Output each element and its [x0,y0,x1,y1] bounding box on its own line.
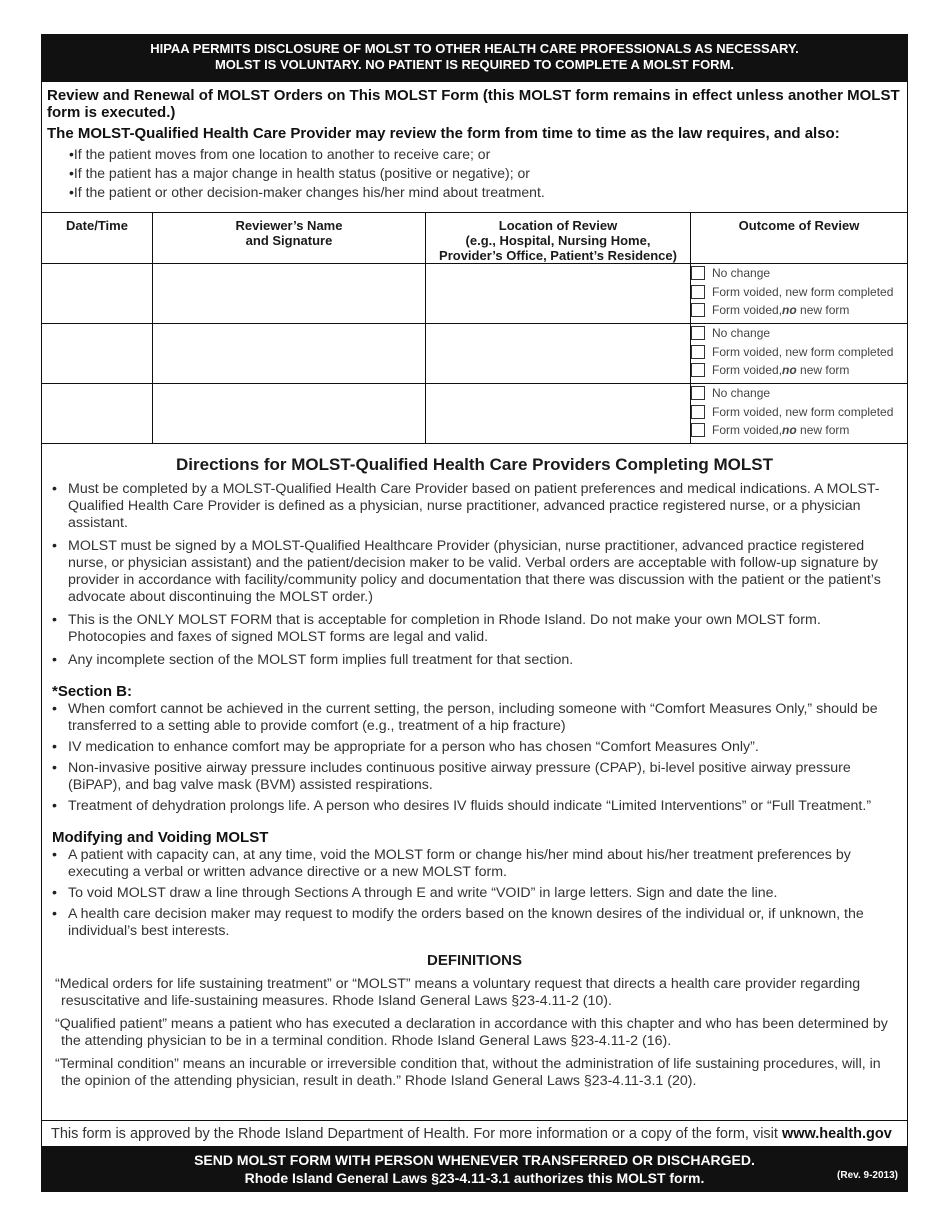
definition-qualified-patient: “Qualified patient” means a patient who has executed a declaration in accordance with this chapter and who has been determined by the attending physician to be in a terminal condition. Rhode Island General Laws §23-4.11-2 (16). [55,1016,888,1049]
checkbox[interactable] [691,363,705,377]
outcome-option-voided-no-new[interactable]: Form voided, no new form [691,421,907,440]
checkbox[interactable] [691,303,705,317]
list-item: • If the patient has a major change in health status (positive or negative); or [69,164,902,183]
list-item: • If the patient or other decision-maker changes his/her mind about treatment. [69,183,902,202]
table-row [42,384,908,444]
review-conditions-list [47,145,902,202]
list-item: • When comfort cannot be achieved in the current setting, the person, including someone with “Comfort Measures Only,” should be transferred to a setting able to provide comfort (e.g., treatment of a hip fracture) [42,701,907,735]
header-reviewer: Reviewer’s Name and Signature [153,213,426,264]
location-cell[interactable] [426,324,691,384]
approval-notice [42,1120,907,1147]
reviewer-signature-cell[interactable] [153,384,426,444]
list-item: • MOLST must be signed by a MOLST-Qualified Healthcare Provider (physician, nurse practitioner, advanced practice registered nurse, or physician assistant) and the patient/decision maker to be valid. Verbal orders are acceptable with follow-up signature by provider in accordance with facility/community policy and documentation that there was discussion with the patient or the patient’s advocate about discontinuing the MOLST order.) [42,538,907,606]
outcome-option-voided-no-new[interactable]: Form voided, no new form [691,301,907,320]
list-item: • A health care decision maker may request to modify the orders based on the known desires of the individual or, if unknown, the individual’s best interests. [42,906,907,940]
hipaa-banner-line2: MOLST IS VOLUNTARY. NO PATIENT IS REQUIRED TO COMPLETE A MOLST FORM. [214,57,735,72]
list-item: • If the patient moves from one location to another to receive care; or [69,145,902,164]
review-subtitle: The MOLST-Qualified Health Care Provider may review the form from time to time as the law requires, and also: [47,125,840,142]
list-item: • Must be completed by a MOLST-Qualified Health Care Provider based on patient preferences and medical indications. A MOLST-Qualified Health Care Provider is defined as a physician, nurse practitioner, advanced practice registered nurse, or a physician assistant. [42,481,907,532]
list-item: • To void MOLST draw a line through Sections A through E and write “VOID” in large letters. Sign and date the line. [42,885,907,902]
reviewer-signature-cell[interactable] [153,324,426,384]
outcome-option-no-change[interactable]: No change [691,324,907,343]
location-cell[interactable] [426,384,691,444]
date-time-cell[interactable] [42,264,153,324]
checkbox[interactable] [691,345,705,359]
approval-text: This form is approved by the Rhode Island Department of Health. For more information or a copy of the form, visit [51,1126,782,1142]
checkbox[interactable] [691,285,705,299]
modifying-list [42,847,907,940]
list-item: • This is the ONLY MOLST FORM that is acceptable for completion in Rhode Island. Do not make your own MOLST form. Photocopies and faxes of signed MOLST forms are legal and valid. [42,612,907,646]
molst-form-page [41,34,908,1192]
checkbox[interactable] [691,386,705,400]
date-time-cell[interactable] [42,324,153,384]
footer-banner [42,1146,907,1191]
outcome-option-no-change[interactable]: No change [691,264,907,283]
outcome-cell [691,384,908,444]
list-item: • Any incomplete section of the MOLST form implies full treatment for that section. [42,652,907,669]
table-row [42,324,908,384]
review-table-header [42,213,908,264]
location-cell[interactable] [426,264,691,324]
table-row [42,264,908,324]
hipaa-banner-line1: HIPAA PERMITS DISCLOSURE OF MOLST TO OTHER HEALTH CARE PROFESSIONALS AS NECESSARY. [150,41,799,56]
list-item: • A patient with capacity can, at any time, void the MOLST form or change his/her mind about his/her treatment preferences by executing a verbal or written advance directive or a new MOLST form. [42,847,907,881]
checkbox[interactable] [691,326,705,340]
review-title: Review and Renewal of MOLST Orders on This MOLST Form (this MOLST form remains in effect unless another MOLST form is executed.) [47,87,900,121]
review-table [41,212,908,444]
hipaa-banner [42,35,907,82]
outcome-option-voided-no-new[interactable]: Form voided, no new form [691,361,907,380]
list-item: • IV medication to enhance comfort may be appropriate for a person who has chosen “Comfort Measures Only”. [42,739,907,756]
header-date-time: Date/Time [42,213,153,264]
footer-banner-line2: Rhode Island General Laws §23-4.11-3.1 authorizes this MOLST form. [244,1170,705,1186]
header-outcome: Outcome of Review [691,213,908,264]
revision-label: (Rev. 9-2013) [837,1170,898,1181]
footer-banner-line1: SEND MOLST FORM WITH PERSON WHENEVER TRANSFERRED OR DISCHARGED. [194,1152,755,1168]
section-b-list [42,701,907,815]
directions-section [42,455,907,1090]
review-section [47,87,902,202]
list-item: • Treatment of dehydration prolongs life. A person who desires IV fluids should indicate “Limited Interventions” or “Full Treatment.” [42,798,907,815]
checkbox[interactable] [691,405,705,419]
date-time-cell[interactable] [42,384,153,444]
modifying-heading: Modifying and Voiding MOLST [52,829,269,846]
outcome-cell [691,264,908,324]
list-item: • Non-invasive positive airway pressure includes continuous positive airway pressure (CPAP), bi-level positive airway pressure (BiPAP), and bag valve mask (BVM) assisted respirations. [42,760,907,794]
header-location: Location of Review (e.g., Hospital, Nursing Home, Provider’s Office, Patient’s Residence) [426,213,691,264]
outcome-cell [691,324,908,384]
definition-terminal-condition: “Terminal condition” means an incurable or irreversible condition that, without the administration of life sustaining procedures, will, in the opinion of the attending physician, result in death.” Rhode Island General Laws §23-4.11-3.1 (20). [55,1056,881,1089]
checkbox[interactable] [691,266,705,280]
directions-list [42,481,907,669]
outcome-option-no-change[interactable]: No change [691,384,907,403]
directions-title: Directions for MOLST-Qualified Health Care Providers Completing MOLST [176,455,773,474]
outcome-option-voided-new[interactable]: Form voided, new form completed [691,343,907,362]
health-gov-link[interactable]: www.health.gov [781,1126,892,1142]
definitions-heading: DEFINITIONS [426,952,522,969]
checkbox[interactable] [691,423,705,437]
outcome-option-voided-new[interactable]: Form voided, new form completed [691,403,907,422]
section-b-heading: *Section B: [52,683,133,700]
definition-molst: “Medical orders for life sustaining treatment” or “MOLST” means a voluntary request that directs a health care provider regarding resuscitative and life-sustaining measures. Rhode Island General Laws §23-4.11-2 (10). [55,976,861,1009]
reviewer-signature-cell[interactable] [153,264,426,324]
outcome-option-voided-new[interactable]: Form voided, new form completed [691,283,907,302]
